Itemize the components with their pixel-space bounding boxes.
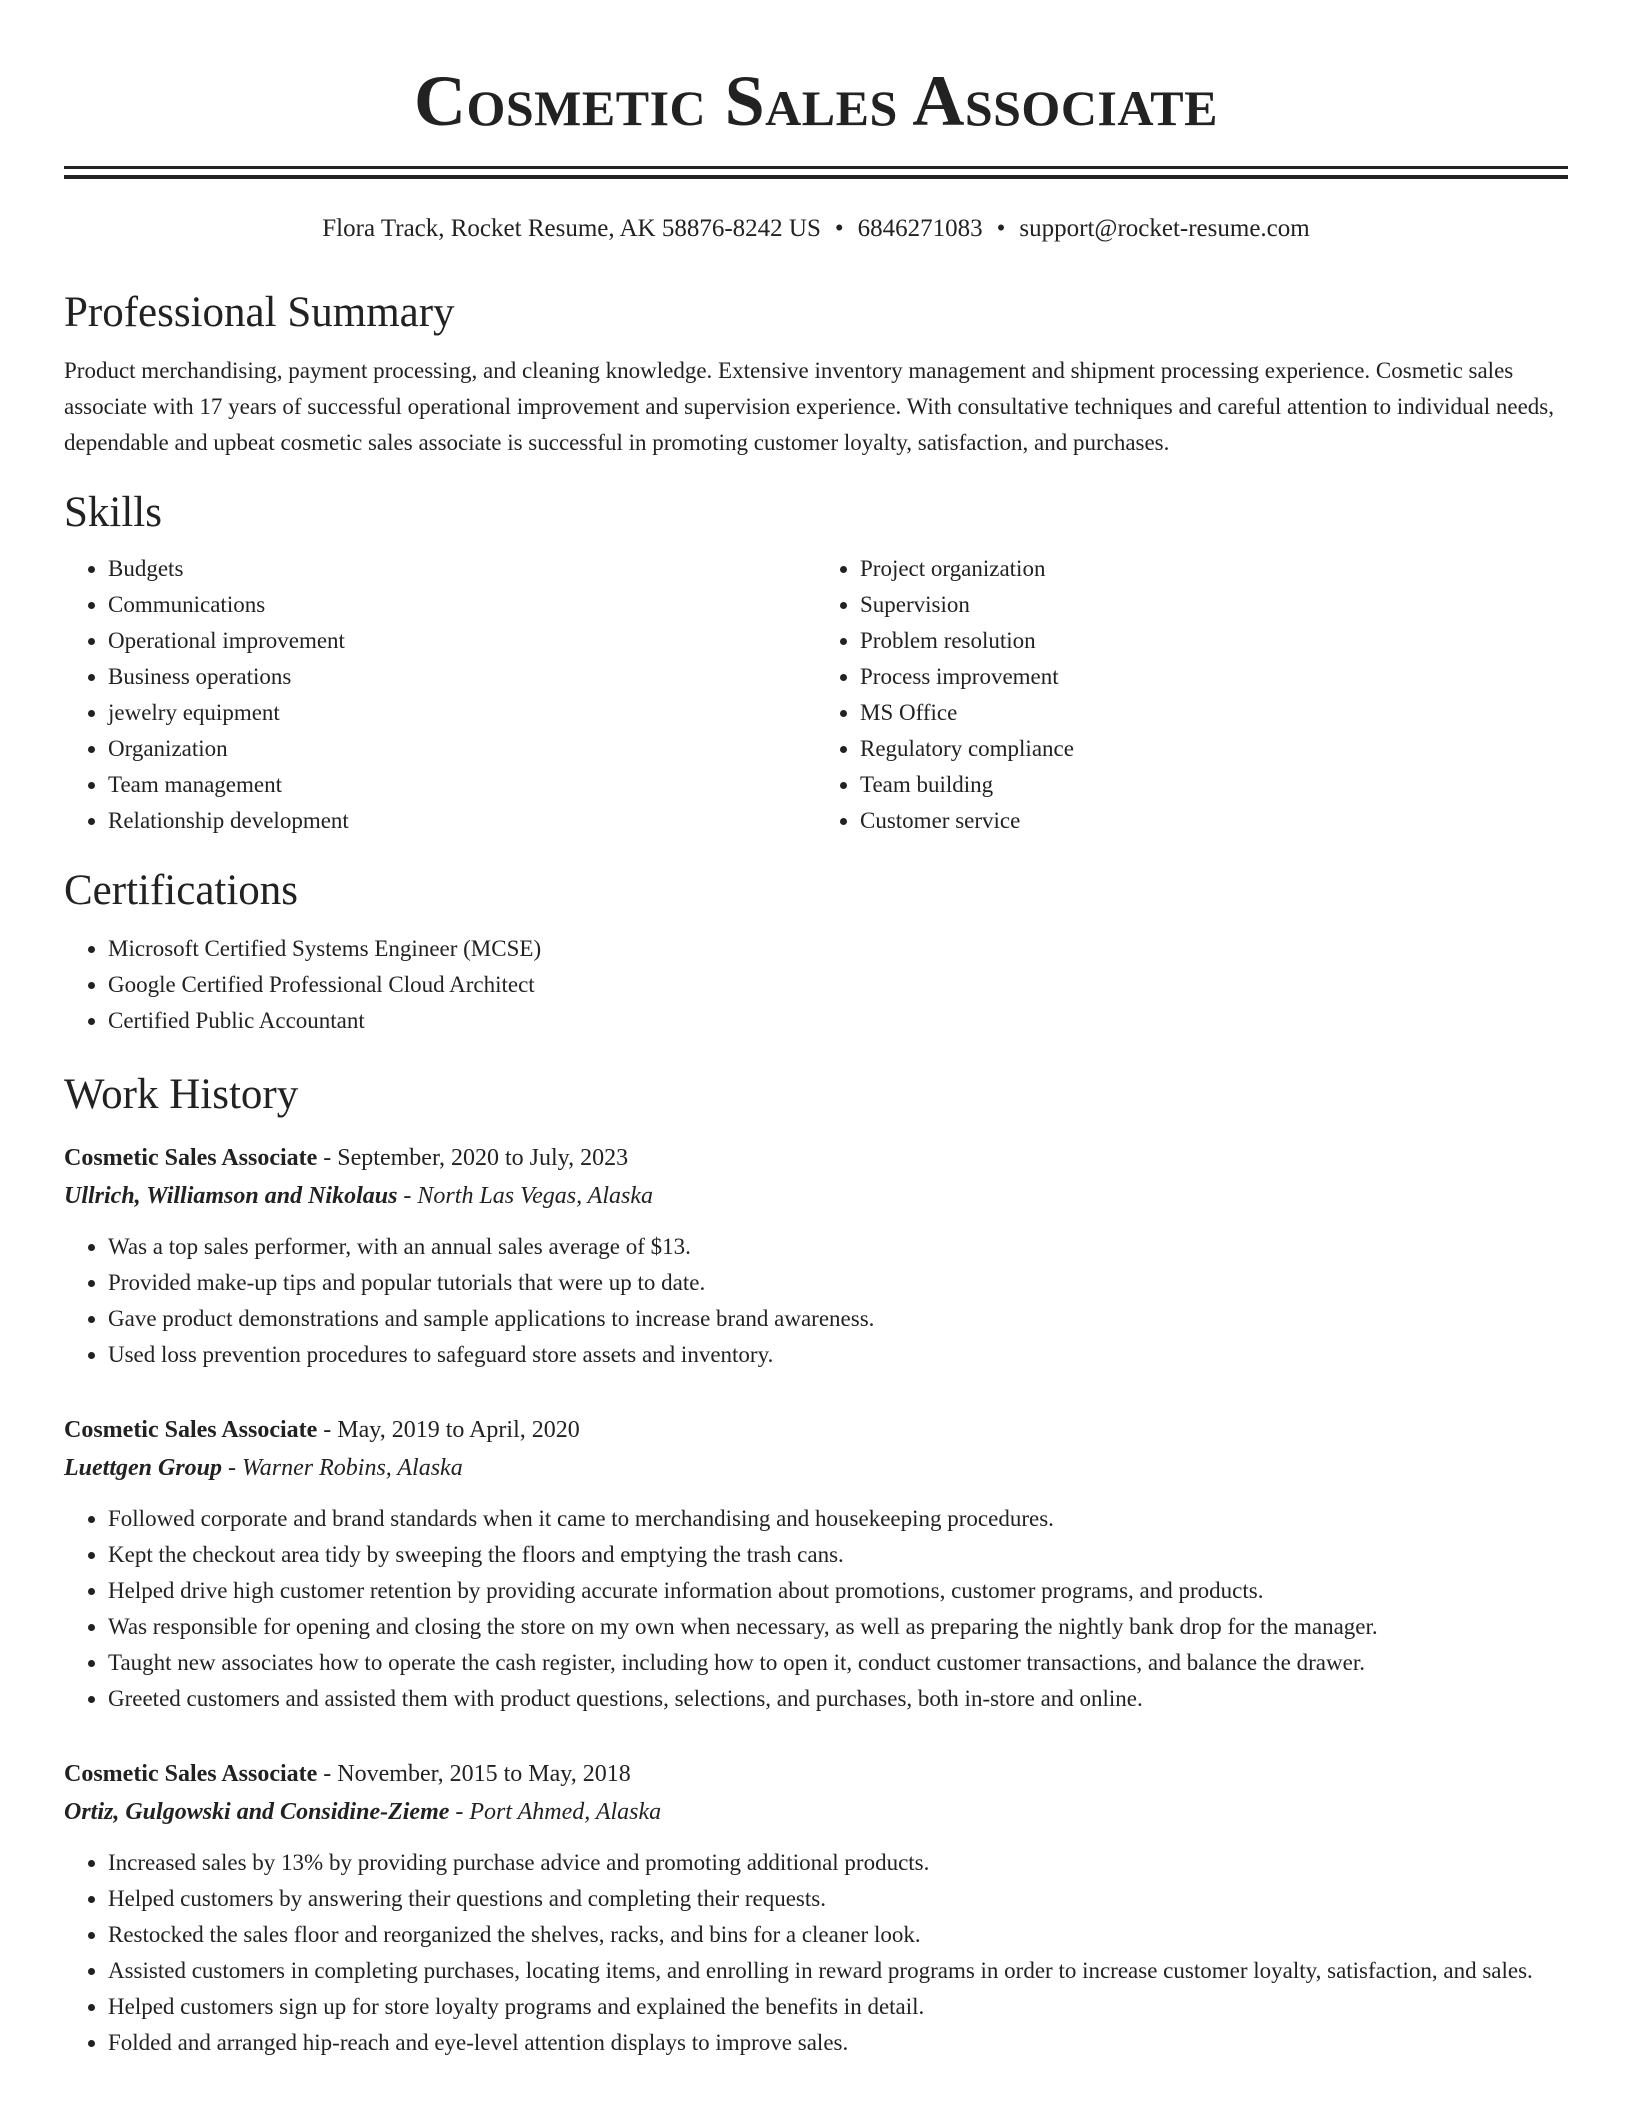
certification-item: • Microsoft Certified Systems Engineer (MCSE) (108, 931, 1568, 967)
job-bullets (64, 1229, 1568, 1373)
certifications-list (64, 931, 1568, 1039)
skill-item: • Organization (108, 731, 816, 767)
skill-item: • MS Office (860, 695, 1568, 731)
job-bullet: • Kept the checkout area tidy by sweeping the floors and emptying the trash cans. (108, 1537, 1568, 1573)
skill-item: • Operational improvement (108, 623, 816, 659)
job-bullet: • Was a top sales performer, with an annual sales average of $13. (108, 1229, 1568, 1265)
job-dates: May, 2019 to April, 2020 (337, 1417, 580, 1443)
skill-item: • Problem resolution (860, 623, 1568, 659)
skill-item: • Team building (860, 767, 1568, 803)
job-entry (64, 1755, 1568, 2061)
contact-separator: • (834, 215, 844, 242)
contact-line (64, 213, 1568, 245)
title-divider-top (64, 166, 1568, 169)
skill-item: • Process improvement (860, 659, 1568, 695)
job-title-line (64, 1755, 1568, 1793)
skill-item: • Regulatory compliance (860, 731, 1568, 767)
job-dash: - (449, 1799, 470, 1825)
title-divider-bottom (64, 175, 1568, 179)
contact-separator: • (996, 215, 1006, 242)
skill-item: • Communications (108, 587, 816, 623)
job-company: Luettgen Group (64, 1455, 223, 1481)
job-dates: September, 2020 to July, 2023 (337, 1145, 629, 1171)
skills-list-left (64, 551, 816, 839)
job-bullet: • Helped customers by answering their questions and completing their requests. (108, 1881, 1568, 1917)
job-dash: - (317, 1417, 338, 1443)
skill-item: • Budgets (108, 551, 816, 587)
summary-text: Product merchandising, payment processing, and cleaning knowledge. Extensive inventory management and shipment processing experience. Cosmetic sales associate with 17 years of successful operational improvement and supervision experience. With consultative techniques and careful attention to individual needs, dependable and upbeat cosmetic sales associate is successful in promoting customer loyalty, satisfaction, and purchases. (64, 358, 1555, 455)
skill-item: • Supervision (860, 587, 1568, 623)
skills-heading: Skills (64, 489, 162, 536)
skill-item: • Project organization (860, 551, 1568, 587)
job-title: Cosmetic Sales Associate (64, 1417, 318, 1443)
job-company-line (64, 1177, 1568, 1215)
job-bullet: • Used loss prevention procedures to safeguard store assets and inventory. (108, 1337, 1568, 1373)
skills-list-right (816, 551, 1568, 839)
job-bullet: • Followed corporate and brand standards when it came to merchandising and housekeeping procedures. (108, 1501, 1568, 1537)
certifications-heading: Certifications (64, 867, 299, 914)
job-location: Port Ahmed, Alaska (469, 1799, 662, 1825)
skill-item: • Team management (108, 767, 816, 803)
resume-title: Cosmetic Sales Associate (413, 61, 1218, 141)
job-bullet: • Increased sales by 13% by providing purchase advice and promoting additional products. (108, 1845, 1568, 1881)
contact-phone: 6846271083 (857, 215, 983, 242)
job-company: Ullrich, Williamson and Nikolaus (64, 1183, 398, 1209)
job-title: Cosmetic Sales Associate (64, 1761, 318, 1787)
job-bullet: • Taught new associates how to operate the cash register, including how to open it, conduct customer transactions, and balance the drawer. (108, 1645, 1568, 1681)
contact-email[interactable]: support@rocket-resume.com (1019, 215, 1310, 242)
job-bullet: • Restocked the sales floor and reorganized the shelves, racks, and bins for a cleaner look. (108, 1917, 1568, 1953)
work-history-heading: Work History (64, 1071, 299, 1118)
job-bullets (64, 1845, 1568, 2061)
job-bullet: • Gave product demonstrations and sample applications to increase brand awareness. (108, 1301, 1568, 1337)
resume-page (64, 0, 1568, 2061)
job-title-line (64, 1411, 1568, 1449)
job-location: North Las Vegas, Alaska (417, 1183, 654, 1209)
job-bullets (64, 1501, 1568, 1717)
job-entry (64, 1411, 1568, 1717)
skills-columns (64, 551, 1568, 839)
skill-item: • Customer service (860, 803, 1568, 839)
job-dash: - (317, 1761, 338, 1787)
job-bullet: • Greeted customers and assisted them with product questions, selections, and purchases, both in-store and online. (108, 1681, 1568, 1717)
certification-item: • Certified Public Accountant (108, 1003, 1568, 1039)
summary-heading: Professional Summary (64, 289, 455, 336)
job-company-line (64, 1793, 1568, 1831)
job-dash: - (222, 1455, 243, 1481)
skill-item: • jewelry equipment (108, 695, 816, 731)
contact-address: Flora Track, Rocket Resume, AK 58876-8242 US (322, 215, 821, 242)
job-bullet: • Folded and arranged hip-reach and eye-level attention displays to improve sales. (108, 2025, 1568, 2061)
job-company: Ortiz, Gulgowski and Considine-Zieme (64, 1799, 450, 1825)
skill-item: • Business operations (108, 659, 816, 695)
certification-item: • Google Certified Professional Cloud Architect (108, 967, 1568, 1003)
job-dash: - (317, 1145, 338, 1171)
job-entry (64, 1139, 1568, 1373)
job-dates: November, 2015 to May, 2018 (337, 1761, 631, 1787)
job-location: Warner Robins, Alaska (242, 1455, 463, 1481)
job-bullet: • Helped drive high customer retention by providing accurate information about promotions, customer programs, and products. (108, 1573, 1568, 1609)
job-bullet: • Assisted customers in completing purchases, locating items, and enrolling in reward programs in order to increase customer loyalty, satisfaction, and sales. (108, 1953, 1568, 1989)
job-bullet: • Provided make-up tips and popular tutorials that were up to date. (108, 1265, 1568, 1301)
job-bullet: • Was responsible for opening and closing the store on my own when necessary, as well as preparing the nightly bank drop for the manager. (108, 1609, 1568, 1645)
job-dash: - (397, 1183, 418, 1209)
job-company-line (64, 1449, 1568, 1487)
skill-item: • Relationship development (108, 803, 816, 839)
job-title: Cosmetic Sales Associate (64, 1145, 318, 1171)
job-bullet: • Helped customers sign up for store loyalty programs and explained the benefits in detail. (108, 1989, 1568, 2025)
job-title-line (64, 1139, 1568, 1177)
